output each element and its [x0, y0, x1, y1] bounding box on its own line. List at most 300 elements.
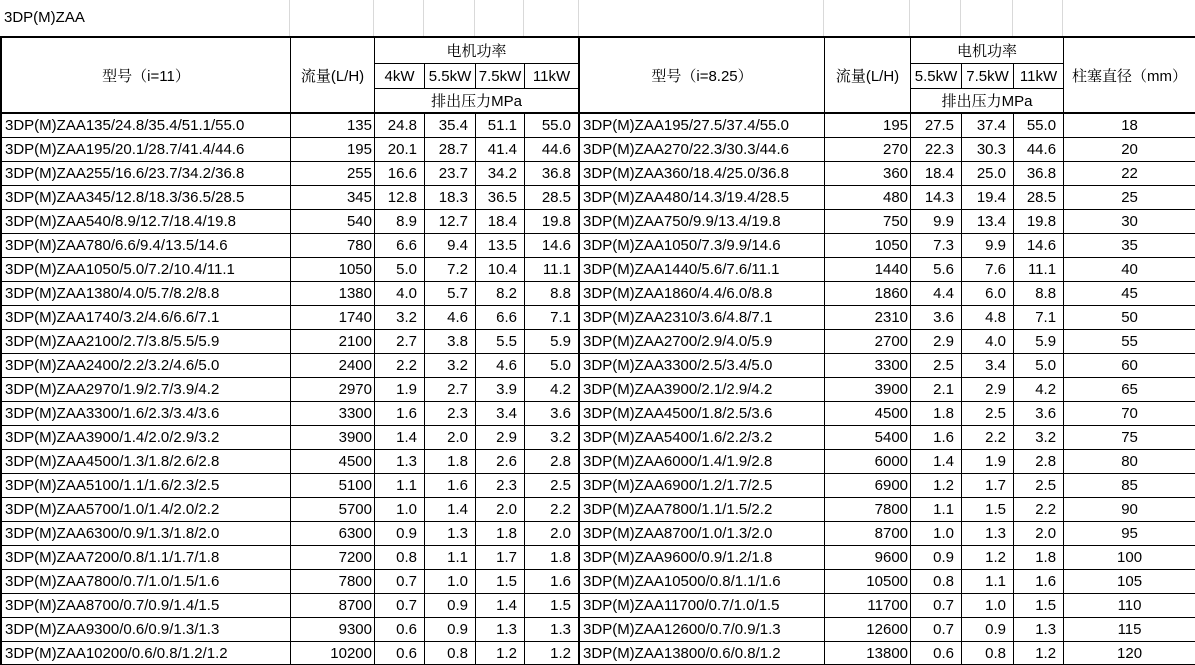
flow-cell-left[interactable]: 780 — [291, 234, 375, 258]
flow-cell-right[interactable]: 480 — [825, 186, 911, 210]
model-cell-right[interactable]: 3DP(M)ZAA9600/0.9/1.2/1.8 — [580, 546, 825, 570]
pressure-cell-right[interactable]: 30.3 — [962, 138, 1014, 162]
model-cell-left[interactable]: 3DP(M)ZAA3900/1.4/2.0/2.9/3.2 — [2, 426, 291, 450]
pressure-cell-right[interactable]: 2.1 — [911, 378, 962, 402]
model-cell-left[interactable]: 3DP(M)ZAA9300/0.6/0.9/1.3/1.3 — [2, 618, 291, 642]
pressure-cell-right[interactable]: 0.6 — [911, 642, 962, 665]
pressure-cell-right[interactable]: 2.9 — [911, 330, 962, 354]
flow-cell-left[interactable]: 9300 — [291, 618, 375, 642]
header-kw-right-7-5kw[interactable]: 7.5kW — [962, 64, 1014, 89]
flow-cell-right[interactable]: 10500 — [825, 570, 911, 594]
pressure-cell-right[interactable]: 5.9 — [1014, 330, 1064, 354]
pressure-cell-left[interactable]: 4.0 — [375, 282, 425, 306]
pressure-cell-right[interactable]: 7.3 — [911, 234, 962, 258]
pressure-cell-right[interactable]: 55.0 — [1014, 114, 1064, 138]
model-cell-right[interactable]: 3DP(M)ZAA750/9.9/13.4/19.8 — [580, 210, 825, 234]
flow-cell-right[interactable]: 5400 — [825, 426, 911, 450]
flow-cell-right[interactable]: 360 — [825, 162, 911, 186]
flow-cell-right[interactable]: 12600 — [825, 618, 911, 642]
pressure-cell-left[interactable]: 0.9 — [425, 618, 476, 642]
model-cell-left[interactable]: 3DP(M)ZAA135/24.8/35.4/51.1/55.0 — [2, 114, 291, 138]
pressure-cell-left[interactable]: 1.6 — [375, 402, 425, 426]
header-flow-left[interactable]: 流量(L/H) — [291, 38, 375, 114]
flow-cell-left[interactable]: 4500 — [291, 450, 375, 474]
flow-cell-left[interactable]: 7800 — [291, 570, 375, 594]
model-cell-right[interactable]: 3DP(M)ZAA13800/0.6/0.8/1.2 — [580, 642, 825, 665]
pressure-cell-right[interactable]: 3.6 — [1014, 402, 1064, 426]
pressure-cell-left[interactable]: 8.9 — [375, 210, 425, 234]
flow-cell-left[interactable]: 195 — [291, 138, 375, 162]
pressure-cell-left[interactable]: 5.7 — [425, 282, 476, 306]
plunger-cell[interactable]: 22 — [1064, 162, 1195, 186]
pressure-cell-left[interactable]: 2.3 — [476, 474, 525, 498]
plunger-cell[interactable]: 30 — [1064, 210, 1195, 234]
pressure-cell-right[interactable]: 1.6 — [1014, 570, 1064, 594]
flow-cell-right[interactable]: 1860 — [825, 282, 911, 306]
pressure-cell-right[interactable]: 1.2 — [911, 474, 962, 498]
flow-cell-left[interactable]: 2100 — [291, 330, 375, 354]
pressure-cell-left[interactable]: 2.2 — [375, 354, 425, 378]
model-cell-left[interactable]: 3DP(M)ZAA2400/2.2/3.2/4.6/5.0 — [2, 354, 291, 378]
flow-cell-left[interactable]: 1050 — [291, 258, 375, 282]
model-cell-left[interactable]: 3DP(M)ZAA5700/1.0/1.4/2.0/2.2 — [2, 498, 291, 522]
flow-cell-left[interactable]: 10200 — [291, 642, 375, 665]
pressure-cell-right[interactable]: 22.3 — [911, 138, 962, 162]
model-cell-right[interactable]: 3DP(M)ZAA270/22.3/30.3/44.6 — [580, 138, 825, 162]
pressure-cell-left[interactable]: 2.9 — [476, 426, 525, 450]
pressure-cell-right[interactable]: 2.2 — [962, 426, 1014, 450]
model-cell-right[interactable]: 3DP(M)ZAA3900/2.1/2.9/4.2 — [580, 378, 825, 402]
model-cell-left[interactable]: 3DP(M)ZAA1050/5.0/7.2/10.4/11.1 — [2, 258, 291, 282]
pressure-cell-right[interactable]: 0.7 — [911, 594, 962, 618]
pressure-cell-left[interactable]: 12.7 — [425, 210, 476, 234]
pressure-cell-right[interactable]: 0.9 — [911, 546, 962, 570]
pressure-cell-right[interactable]: 2.5 — [911, 354, 962, 378]
model-cell-right[interactable]: 3DP(M)ZAA2700/2.9/4.0/5.9 — [580, 330, 825, 354]
pressure-cell-left[interactable]: 18.4 — [476, 210, 525, 234]
model-cell-right[interactable]: 3DP(M)ZAA195/27.5/37.4/55.0 — [580, 114, 825, 138]
pressure-cell-right[interactable]: 1.2 — [962, 546, 1014, 570]
pressure-cell-left[interactable]: 5.0 — [525, 354, 580, 378]
plunger-cell[interactable]: 105 — [1064, 570, 1195, 594]
pressure-cell-right[interactable]: 4.4 — [911, 282, 962, 306]
model-cell-left[interactable]: 3DP(M)ZAA1380/4.0/5.7/8.2/8.8 — [2, 282, 291, 306]
pressure-cell-right[interactable]: 14.3 — [911, 186, 962, 210]
pressure-cell-left[interactable]: 5.5 — [476, 330, 525, 354]
flow-cell-left[interactable]: 8700 — [291, 594, 375, 618]
flow-cell-left[interactable]: 540 — [291, 210, 375, 234]
pressure-cell-left[interactable]: 1.3 — [476, 618, 525, 642]
pressure-cell-right[interactable]: 2.5 — [1014, 474, 1064, 498]
pressure-cell-left[interactable]: 3.9 — [476, 378, 525, 402]
pressure-cell-left[interactable]: 1.5 — [525, 594, 580, 618]
pressure-cell-left[interactable]: 0.8 — [425, 642, 476, 665]
pressure-cell-left[interactable]: 3.2 — [375, 306, 425, 330]
model-cell-right[interactable]: 3DP(M)ZAA8700/1.0/1.3/2.0 — [580, 522, 825, 546]
flow-cell-right[interactable]: 4500 — [825, 402, 911, 426]
pressure-cell-left[interactable]: 19.8 — [525, 210, 580, 234]
model-cell-left[interactable]: 3DP(M)ZAA10200/0.6/0.8/1.2/1.2 — [2, 642, 291, 665]
pressure-cell-right[interactable]: 3.6 — [911, 306, 962, 330]
pressure-cell-left[interactable]: 1.3 — [375, 450, 425, 474]
gridline — [909, 0, 910, 36]
flow-cell-left[interactable]: 5100 — [291, 474, 375, 498]
pressure-cell-right[interactable]: 2.9 — [962, 378, 1014, 402]
pressure-cell-left[interactable]: 6.6 — [476, 306, 525, 330]
pressure-cell-left[interactable]: 0.9 — [375, 522, 425, 546]
pressure-cell-left[interactable]: 36.8 — [525, 162, 580, 186]
pressure-cell-left[interactable]: 1.5 — [476, 570, 525, 594]
pressure-cell-left[interactable]: 1.7 — [476, 546, 525, 570]
pressure-cell-right[interactable]: 1.1 — [962, 570, 1014, 594]
pressure-cell-right[interactable]: 1.3 — [962, 522, 1014, 546]
model-cell-left[interactable]: 3DP(M)ZAA255/16.6/23.7/34.2/36.8 — [2, 162, 291, 186]
pressure-cell-right[interactable]: 44.6 — [1014, 138, 1064, 162]
pressure-cell-left[interactable]: 3.8 — [425, 330, 476, 354]
pressure-cell-left[interactable]: 44.6 — [525, 138, 580, 162]
pressure-cell-left[interactable]: 2.3 — [425, 402, 476, 426]
pressure-cell-left[interactable]: 14.6 — [525, 234, 580, 258]
pressure-cell-right[interactable]: 36.8 — [1014, 162, 1064, 186]
pressure-cell-left[interactable]: 8.2 — [476, 282, 525, 306]
plunger-cell[interactable]: 115 — [1064, 618, 1195, 642]
flow-cell-left[interactable]: 255 — [291, 162, 375, 186]
pressure-cell-right[interactable]: 1.7 — [962, 474, 1014, 498]
flow-cell-left[interactable]: 135 — [291, 114, 375, 138]
pressure-cell-right[interactable]: 1.1 — [911, 498, 962, 522]
pressure-cell-left[interactable]: 11.1 — [525, 258, 580, 282]
header-kw-left-7-5kw[interactable]: 7.5kW — [476, 64, 525, 89]
pressure-cell-right[interactable]: 1.0 — [962, 594, 1014, 618]
pressure-cell-right[interactable]: 0.8 — [911, 570, 962, 594]
plunger-cell[interactable]: 70 — [1064, 402, 1195, 426]
model-cell-right[interactable]: 3DP(M)ZAA12600/0.7/0.9/1.3 — [580, 618, 825, 642]
pressure-cell-left[interactable]: 2.0 — [476, 498, 525, 522]
pressure-cell-left[interactable]: 35.4 — [425, 114, 476, 138]
pressure-cell-left[interactable]: 7.1 — [525, 306, 580, 330]
gridline — [823, 0, 824, 36]
plunger-cell[interactable]: 50 — [1064, 306, 1195, 330]
pressure-cell-left[interactable]: 6.6 — [375, 234, 425, 258]
flow-cell-right[interactable]: 6000 — [825, 450, 911, 474]
pressure-cell-right[interactable]: 9.9 — [962, 234, 1014, 258]
pressure-cell-right[interactable]: 1.3 — [1014, 618, 1064, 642]
model-cell-right[interactable]: 3DP(M)ZAA11700/0.7/1.0/1.5 — [580, 594, 825, 618]
pressure-cell-left[interactable]: 0.7 — [375, 570, 425, 594]
pressure-cell-right[interactable]: 1.0 — [911, 522, 962, 546]
pressure-cell-left[interactable]: 5.0 — [375, 258, 425, 282]
pressure-cell-right[interactable]: 19.8 — [1014, 210, 1064, 234]
model-cell-left[interactable]: 3DP(M)ZAA2100/2.7/3.8/5.5/5.9 — [2, 330, 291, 354]
flow-cell-right[interactable]: 750 — [825, 210, 911, 234]
pressure-cell-right[interactable]: 3.2 — [1014, 426, 1064, 450]
flow-cell-right[interactable]: 13800 — [825, 642, 911, 665]
pressure-cell-left[interactable]: 4.6 — [476, 354, 525, 378]
pressure-cell-left[interactable]: 8.8 — [525, 282, 580, 306]
header-power-left[interactable]: 电机功率 — [375, 38, 580, 64]
pressure-cell-right[interactable]: 6.0 — [962, 282, 1014, 306]
pressure-cell-left[interactable]: 1.6 — [425, 474, 476, 498]
plunger-cell[interactable]: 60 — [1064, 354, 1195, 378]
plunger-cell[interactable]: 25 — [1064, 186, 1195, 210]
pressure-cell-right[interactable]: 4.2 — [1014, 378, 1064, 402]
plunger-cell[interactable]: 18 — [1064, 114, 1195, 138]
pressure-cell-left[interactable]: 5.9 — [525, 330, 580, 354]
pressure-cell-left[interactable]: 13.5 — [476, 234, 525, 258]
header-kw-left-5-5kw[interactable]: 5.5kW — [425, 64, 476, 89]
plunger-cell[interactable]: 120 — [1064, 642, 1195, 665]
pressure-cell-left[interactable]: 41.4 — [476, 138, 525, 162]
pressure-cell-left[interactable]: 23.7 — [425, 162, 476, 186]
model-cell-left[interactable]: 3DP(M)ZAA8700/0.7/0.9/1.4/1.5 — [2, 594, 291, 618]
model-cell-right[interactable]: 3DP(M)ZAA360/18.4/25.0/36.8 — [580, 162, 825, 186]
flow-cell-left[interactable]: 1380 — [291, 282, 375, 306]
pressure-cell-right[interactable]: 1.8 — [911, 402, 962, 426]
pressure-cell-right[interactable]: 7.6 — [962, 258, 1014, 282]
pressure-cell-left[interactable]: 9.4 — [425, 234, 476, 258]
flow-cell-right[interactable]: 270 — [825, 138, 911, 162]
pressure-cell-left[interactable]: 36.5 — [476, 186, 525, 210]
pressure-cell-left[interactable]: 34.2 — [476, 162, 525, 186]
plunger-cell[interactable]: 45 — [1064, 282, 1195, 306]
pressure-cell-left[interactable]: 3.4 — [476, 402, 525, 426]
pressure-cell-left[interactable]: 3.2 — [425, 354, 476, 378]
plunger-cell[interactable]: 75 — [1064, 426, 1195, 450]
flow-cell-left[interactable]: 1740 — [291, 306, 375, 330]
title-row — [0, 0, 1195, 36]
pressure-cell-right[interactable]: 7.1 — [1014, 306, 1064, 330]
model-cell-left[interactable]: 3DP(M)ZAA345/12.8/18.3/36.5/28.5 — [2, 186, 291, 210]
pressure-cell-left[interactable]: 2.2 — [525, 498, 580, 522]
flow-cell-right[interactable]: 8700 — [825, 522, 911, 546]
plunger-cell[interactable]: 95 — [1064, 522, 1195, 546]
plunger-cell[interactable]: 65 — [1064, 378, 1195, 402]
table-row — [2, 474, 1195, 498]
model-cell-left[interactable]: 3DP(M)ZAA7200/0.8/1.1/1.7/1.8 — [2, 546, 291, 570]
model-cell-left[interactable]: 3DP(M)ZAA2970/1.9/2.7/3.9/4.2 — [2, 378, 291, 402]
table-row — [2, 282, 1195, 306]
pressure-cell-right[interactable]: 27.5 — [911, 114, 962, 138]
pressure-cell-right[interactable]: 2.8 — [1014, 450, 1064, 474]
pressure-cell-left[interactable]: 2.8 — [525, 450, 580, 474]
pressure-cell-left[interactable]: 1.3 — [425, 522, 476, 546]
model-cell-right[interactable]: 3DP(M)ZAA1440/5.6/7.6/11.1 — [580, 258, 825, 282]
pressure-cell-left[interactable]: 20.1 — [375, 138, 425, 162]
flow-cell-right[interactable]: 3300 — [825, 354, 911, 378]
model-cell-right[interactable]: 3DP(M)ZAA3300/2.5/3.4/5.0 — [580, 354, 825, 378]
pressure-cell-left[interactable]: 1.9 — [375, 378, 425, 402]
pressure-cell-right[interactable]: 5.0 — [1014, 354, 1064, 378]
pressure-cell-left[interactable]: 3.2 — [525, 426, 580, 450]
plunger-cell[interactable]: 35 — [1064, 234, 1195, 258]
pressure-cell-left[interactable]: 2.0 — [425, 426, 476, 450]
model-cell-right[interactable]: 3DP(M)ZAA7800/1.1/1.5/2.2 — [580, 498, 825, 522]
pressure-cell-left[interactable]: 0.8 — [375, 546, 425, 570]
header-kw-right-5-5kw[interactable]: 5.5kW — [911, 64, 962, 89]
plunger-cell[interactable]: 85 — [1064, 474, 1195, 498]
flow-cell-left[interactable]: 3300 — [291, 402, 375, 426]
header-kw-right-11kw[interactable]: 11kW — [1014, 64, 1064, 89]
pressure-cell-right[interactable]: 0.7 — [911, 618, 962, 642]
pressure-cell-right[interactable]: 3.4 — [962, 354, 1014, 378]
table-row — [2, 570, 1195, 594]
pressure-cell-left[interactable]: 2.5 — [525, 474, 580, 498]
pressure-cell-left[interactable]: 28.5 — [525, 186, 580, 210]
pressure-cell-right[interactable]: 1.5 — [1014, 594, 1064, 618]
pressure-cell-right[interactable]: 1.6 — [911, 426, 962, 450]
pressure-cell-left[interactable]: 1.8 — [476, 522, 525, 546]
flow-cell-right[interactable]: 2310 — [825, 306, 911, 330]
model-cell-right[interactable]: 3DP(M)ZAA480/14.3/19.4/28.5 — [580, 186, 825, 210]
pressure-cell-right[interactable]: 1.5 — [962, 498, 1014, 522]
header-pressure-left[interactable]: 排出压力MPa — [375, 89, 580, 114]
model-cell-left[interactable]: 3DP(M)ZAA6300/0.9/1.3/1.8/2.0 — [2, 522, 291, 546]
pressure-cell-right[interactable]: 4.8 — [962, 306, 1014, 330]
model-cell-left[interactable]: 3DP(M)ZAA3300/1.6/2.3/3.4/3.6 — [2, 402, 291, 426]
header-power-right[interactable]: 电机功率 — [911, 38, 1064, 64]
model-cell-right[interactable]: 3DP(M)ZAA5400/1.6/2.2/3.2 — [580, 426, 825, 450]
pressure-cell-left[interactable]: 1.1 — [375, 474, 425, 498]
pressure-cell-left[interactable]: 4.2 — [525, 378, 580, 402]
pressure-cell-right[interactable]: 2.0 — [1014, 522, 1064, 546]
pressure-cell-left[interactable]: 0.9 — [425, 594, 476, 618]
flow-cell-right[interactable]: 3900 — [825, 378, 911, 402]
pressure-cell-right[interactable]: 4.0 — [962, 330, 1014, 354]
pressure-cell-left[interactable]: 3.6 — [525, 402, 580, 426]
pressure-cell-left[interactable]: 1.4 — [425, 498, 476, 522]
pressure-cell-left[interactable]: 55.0 — [525, 114, 580, 138]
pressure-cell-left[interactable]: 1.6 — [525, 570, 580, 594]
flow-cell-left[interactable]: 3900 — [291, 426, 375, 450]
model-cell-right[interactable]: 3DP(M)ZAA10500/0.8/1.1/1.6 — [580, 570, 825, 594]
pressure-cell-left[interactable]: 1.0 — [425, 570, 476, 594]
flow-cell-right[interactable]: 9600 — [825, 546, 911, 570]
pressure-cell-right[interactable]: 8.8 — [1014, 282, 1064, 306]
pressure-cell-right[interactable]: 25.0 — [962, 162, 1014, 186]
model-cell-left[interactable]: 3DP(M)ZAA1740/3.2/4.6/6.6/7.1 — [2, 306, 291, 330]
header-model-right[interactable]: 型号（i=8.25） — [580, 38, 825, 114]
pressure-cell-left[interactable]: 2.0 — [525, 522, 580, 546]
pressure-cell-left[interactable]: 1.4 — [476, 594, 525, 618]
header-pressure-right[interactable]: 排出压力MPa — [911, 89, 1064, 114]
model-cell-left[interactable]: 3DP(M)ZAA7800/0.7/1.0/1.5/1.6 — [2, 570, 291, 594]
pressure-cell-left[interactable]: 2.7 — [375, 330, 425, 354]
header-kw-left-4kw[interactable]: 4kW — [375, 64, 425, 89]
model-cell-right[interactable]: 3DP(M)ZAA2310/3.6/4.8/7.1 — [580, 306, 825, 330]
model-cell-left[interactable]: 3DP(M)ZAA4500/1.3/1.8/2.6/2.8 — [2, 450, 291, 474]
model-cell-left[interactable]: 3DP(M)ZAA195/20.1/28.7/41.4/44.6 — [2, 138, 291, 162]
pressure-cell-left[interactable]: 1.1 — [425, 546, 476, 570]
pressure-cell-left[interactable]: 1.2 — [525, 642, 580, 665]
model-cell-left[interactable]: 3DP(M)ZAA5100/1.1/1.6/2.3/2.5 — [2, 474, 291, 498]
pressure-cell-right[interactable]: 18.4 — [911, 162, 962, 186]
pressure-cell-right[interactable]: 1.4 — [911, 450, 962, 474]
flow-cell-right[interactable]: 195 — [825, 114, 911, 138]
pressure-cell-left[interactable]: 0.6 — [375, 618, 425, 642]
pressure-cell-right[interactable]: 0.8 — [962, 642, 1014, 665]
pressure-cell-right[interactable]: 2.2 — [1014, 498, 1064, 522]
pressure-cell-left[interactable]: 2.7 — [425, 378, 476, 402]
model-cell-right[interactable]: 3DP(M)ZAA1860/4.4/6.0/8.8 — [580, 282, 825, 306]
pressure-cell-right[interactable]: 13.4 — [962, 210, 1014, 234]
flow-cell-right[interactable]: 11700 — [825, 594, 911, 618]
flow-cell-right[interactable]: 2700 — [825, 330, 911, 354]
pressure-cell-left[interactable]: 51.1 — [476, 114, 525, 138]
pressure-cell-left[interactable]: 1.8 — [525, 546, 580, 570]
pressure-cell-right[interactable]: 28.5 — [1014, 186, 1064, 210]
pressure-cell-right[interactable]: 2.5 — [962, 402, 1014, 426]
flow-cell-left[interactable]: 5700 — [291, 498, 375, 522]
model-cell-left[interactable]: 3DP(M)ZAA540/8.9/12.7/18.4/19.8 — [2, 210, 291, 234]
flow-cell-right[interactable]: 1440 — [825, 258, 911, 282]
flow-cell-left[interactable]: 345 — [291, 186, 375, 210]
pressure-cell-left[interactable]: 7.2 — [425, 258, 476, 282]
header-model-left[interactable]: 型号（i=11） — [2, 38, 291, 114]
header-plunger[interactable]: 柱塞直径（mm） — [1064, 38, 1195, 114]
plunger-cell[interactable]: 110 — [1064, 594, 1195, 618]
pressure-cell-left[interactable]: 12.8 — [375, 186, 425, 210]
pressure-cell-left[interactable]: 28.7 — [425, 138, 476, 162]
table-row — [2, 162, 1195, 186]
pressure-cell-left[interactable]: 1.8 — [425, 450, 476, 474]
pressure-cell-left[interactable]: 4.6 — [425, 306, 476, 330]
flow-cell-left[interactable]: 6300 — [291, 522, 375, 546]
plunger-cell[interactable]: 20 — [1064, 138, 1195, 162]
pressure-cell-left[interactable]: 16.6 — [375, 162, 425, 186]
sheet-title-cell[interactable]: 3DP(M)ZAA — [4, 9, 85, 26]
pressure-cell-right[interactable]: 37.4 — [962, 114, 1014, 138]
flow-cell-left[interactable]: 2400 — [291, 354, 375, 378]
pressure-cell-right[interactable]: 11.1 — [1014, 258, 1064, 282]
flow-cell-right[interactable]: 6900 — [825, 474, 911, 498]
plunger-cell[interactable]: 100 — [1064, 546, 1195, 570]
pressure-cell-left[interactable]: 0.7 — [375, 594, 425, 618]
pressure-cell-right[interactable]: 9.9 — [911, 210, 962, 234]
model-cell-right[interactable]: 3DP(M)ZAA6000/1.4/1.9/2.8 — [580, 450, 825, 474]
pressure-cell-left[interactable]: 1.2 — [476, 642, 525, 665]
pressure-cell-right[interactable]: 1.2 — [1014, 642, 1064, 665]
flow-cell-left[interactable]: 7200 — [291, 546, 375, 570]
model-cell-right[interactable]: 3DP(M)ZAA4500/1.8/2.5/3.6 — [580, 402, 825, 426]
plunger-cell[interactable]: 55 — [1064, 330, 1195, 354]
plunger-cell[interactable]: 90 — [1064, 498, 1195, 522]
pressure-cell-right[interactable]: 19.4 — [962, 186, 1014, 210]
pressure-cell-left[interactable]: 10.4 — [476, 258, 525, 282]
pressure-cell-right[interactable]: 14.6 — [1014, 234, 1064, 258]
pressure-cell-left[interactable]: 1.0 — [375, 498, 425, 522]
pressure-cell-right[interactable]: 1.9 — [962, 450, 1014, 474]
pressure-cell-left[interactable]: 1.3 — [525, 618, 580, 642]
header-flow-right[interactable]: 流量(L/H) — [825, 38, 911, 114]
pressure-cell-right[interactable]: 0.9 — [962, 618, 1014, 642]
pressure-cell-left[interactable]: 1.4 — [375, 426, 425, 450]
header-kw-left-11kw[interactable]: 11kW — [525, 64, 580, 89]
model-cell-right[interactable]: 3DP(M)ZAA1050/7.3/9.9/14.6 — [580, 234, 825, 258]
pressure-cell-left[interactable]: 2.6 — [476, 450, 525, 474]
flow-cell-left[interactable]: 2970 — [291, 378, 375, 402]
flow-cell-right[interactable]: 1050 — [825, 234, 911, 258]
pressure-cell-right[interactable]: 1.8 — [1014, 546, 1064, 570]
plunger-cell[interactable]: 80 — [1064, 450, 1195, 474]
plunger-cell[interactable]: 40 — [1064, 258, 1195, 282]
model-cell-right[interactable]: 3DP(M)ZAA6900/1.2/1.7/2.5 — [580, 474, 825, 498]
pressure-cell-left[interactable]: 18.3 — [425, 186, 476, 210]
flow-cell-right[interactable]: 7800 — [825, 498, 911, 522]
model-cell-left[interactable]: 3DP(M)ZAA780/6.6/9.4/13.5/14.6 — [2, 234, 291, 258]
pressure-cell-left[interactable]: 24.8 — [375, 114, 425, 138]
pressure-cell-left[interactable]: 0.6 — [375, 642, 425, 665]
pressure-cell-right[interactable]: 5.6 — [911, 258, 962, 282]
